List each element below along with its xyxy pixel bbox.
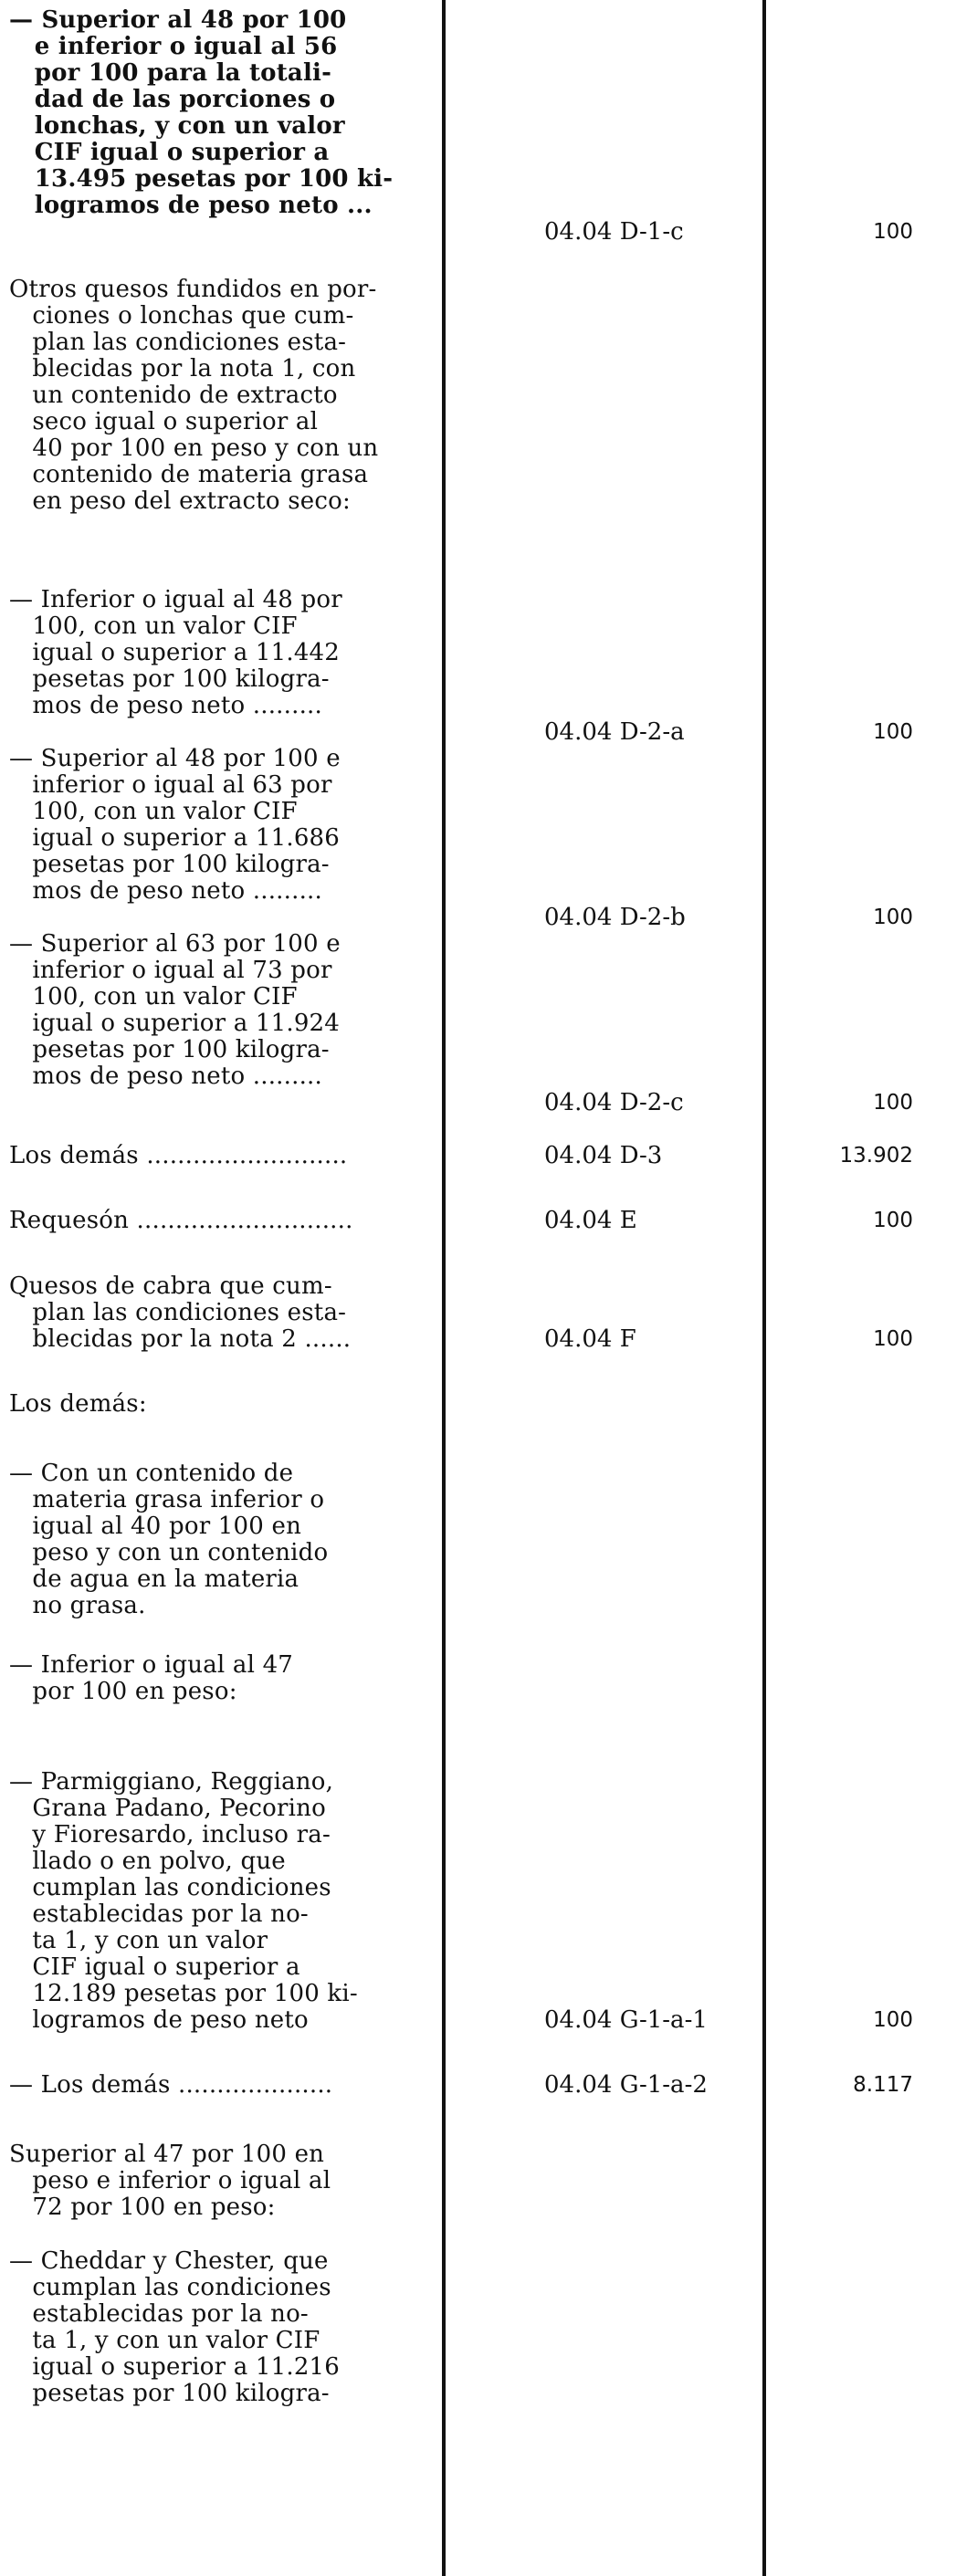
duty-value: 100	[873, 1327, 913, 1351]
tariff-description: — Parmiggiano, Reggiano, Grana Padano, Pecorino y Fioresardo, incluso ra- llado o en polvo, que cumplan las condiciones establecidas por la no- ta 1, y con un valor CIF igual o superior a 12.189 pesetas por 100 ki- logramos de peso neto	[9, 1768, 358, 2034]
tariff-description: Quesos de cabra que cum- plan las condiciones esta- blecidas por la nota 2 ......	[9, 1272, 352, 1353]
tariff-code: 04.04 E	[544, 1207, 637, 1234]
tariff-description: — Inferior o igual al 48 por 100, con un valor CIF igual o superior a 11.442 pesetas por 100 kilogra- mos de peso neto .........	[9, 586, 342, 719]
tariff-description: — Los demás ....................	[9, 2071, 333, 2099]
tariff-code: 04.04 D-1-c	[544, 218, 684, 246]
tariff-description: Los demás ..........................	[9, 1142, 348, 1169]
duty-value: 100	[873, 2008, 913, 2032]
tariff-code: 04.04 D-2-a	[544, 718, 685, 746]
duty-value: 100	[873, 1091, 913, 1115]
tariff-code: 04.04 D-2-c	[544, 1089, 684, 1116]
tariff-description: Superior al 47 por 100 en peso e inferior o igual al 72 por 100 en peso:	[9, 2141, 331, 2221]
tariff-code: 04.04 F	[544, 1325, 636, 1353]
tariff-description: Otros quesos fundidos en por- ciones o lonchas que cum- plan las condiciones esta- blecidas por la nota 1, con un contenido de extracto seco igual o superior al 40 por 100 en peso y con un contenido de materia grasa en peso del extracto seco:	[9, 276, 379, 515]
tariff-description: Los demás:	[9, 1390, 147, 1418]
duty-value: 8.117	[853, 2073, 913, 2097]
duty-value: 100	[873, 220, 913, 244]
duty-value: 100	[873, 1209, 913, 1232]
tariff-description: — Con un contenido de materia grasa inferior o igual al 40 por 100 en peso y con un contenido de agua en la materia no grasa.	[9, 1460, 329, 1619]
tariff-description: Requesón ............................	[9, 1207, 353, 1234]
tariff-code: 04.04 G-1-a-2	[544, 2071, 708, 2099]
tariff-description: — Superior al 48 por 100 e inferior o igual al 63 por 100, con un valor CIF igual o superior a 11.686 pesetas por 100 kilogra- mos de peso neto .........	[9, 745, 341, 905]
tariff-code: 04.04 D-3	[544, 1142, 663, 1169]
tariff-description: — Superior al 48 por 100 e inferior o igual al 56 por 100 para la totali- dad de las porciones o lonchas, y con un valor CIF igual o superior a 13.495 pesetas por 100 ki- logramos de peso neto ...	[9, 6, 394, 219]
duty-value: 100	[873, 720, 913, 744]
duty-value: 13.902	[839, 1144, 913, 1168]
tariff-code: 04.04 G-1-a-1	[544, 2006, 708, 2034]
tariff-description: — Inferior o igual al 47 por 100 en peso:	[9, 1651, 294, 1705]
tariff-description: — Superior al 63 por 100 e inferior o igual al 73 por 100, con un valor CIF igual o superior a 11.924 pesetas por 100 kilogra- mos de peso neto .........	[9, 930, 341, 1090]
duty-value: 100	[873, 906, 913, 929]
column-divider-right	[762, 0, 766, 2576]
tariff-description: — Cheddar y Chester, que cumplan las condiciones establecidas por la no- ta 1, y con un valor CIF igual o superior a 11.216 pesetas por 100 kilogra-	[9, 2247, 341, 2407]
tariff-code: 04.04 D-2-b	[544, 904, 686, 931]
